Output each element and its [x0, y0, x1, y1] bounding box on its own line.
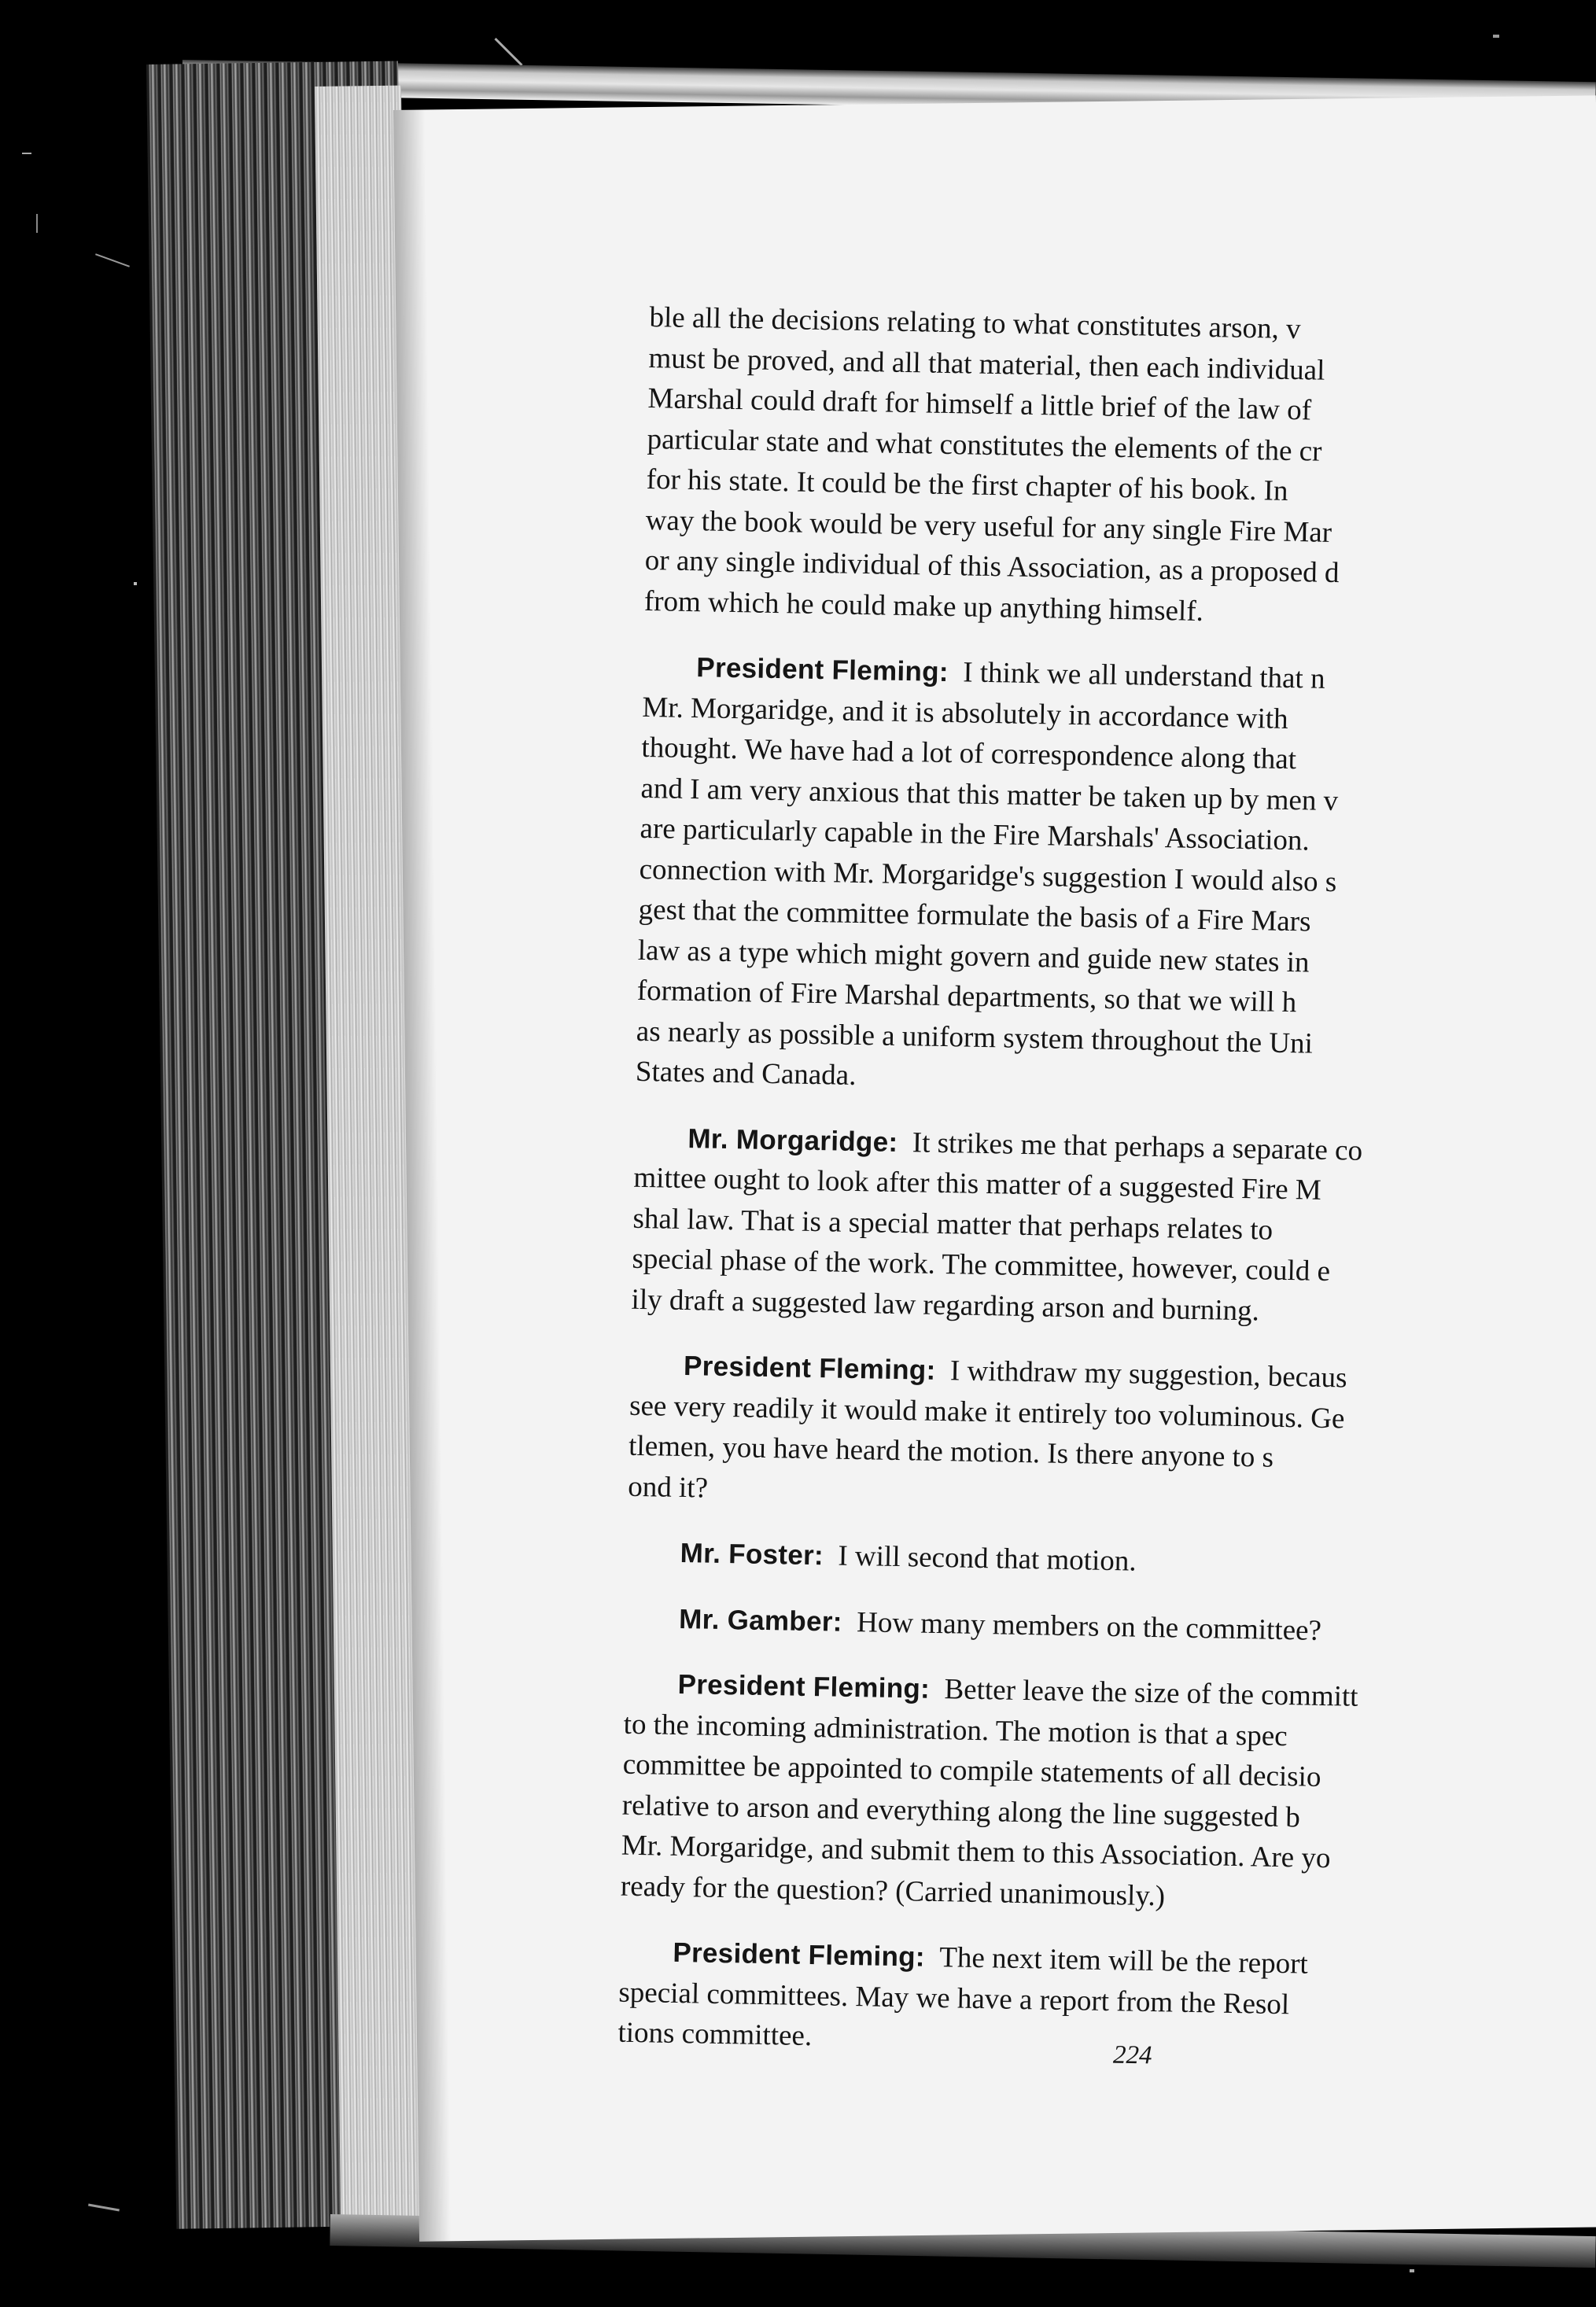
text-line: committee be appointed to compile statements of all decisio: [622, 1748, 1321, 1793]
scan-artifact: [88, 2204, 120, 2212]
speaker-name: President Fleming:: [683, 1351, 936, 1386]
text-line: law as a type which might govern and guide new states in: [637, 934, 1310, 979]
text-line: thought. We have had a lot of correspondence along that: [641, 731, 1297, 776]
speaker-name: Mr. Morgaridge:: [687, 1122, 898, 1158]
text-line: special phase of the work. The committee, however, could e: [632, 1242, 1331, 1288]
text-line: must be proved, and all that material, then each individual: [648, 341, 1325, 387]
text-line: particular state and what constitutes the elements of the cr: [647, 422, 1322, 468]
text-line: ond it?: [627, 1470, 709, 1505]
text-line: for his state. It could be the first chapter of his book. In: [646, 463, 1288, 507]
text-line: as nearly as possible a uniform system throughout the Uni: [636, 1015, 1314, 1060]
paragraph-morgaridge: [631, 1117, 1596, 1338]
speech-text: Better leave the size of the committ: [944, 1673, 1358, 1713]
page-number: 224: [1112, 2040, 1152, 2070]
speaker-name: President Fleming:: [677, 1668, 931, 1704]
text-line: Mr. Morgaridge, and submit them to this Association. Are yo: [621, 1829, 1331, 1875]
text-line: ready for the question? (Carried unanimously.): [620, 1870, 1166, 1912]
scan-artifact: [36, 214, 38, 233]
text-line: are particularly capable in the Fire Marshals' Association.: [640, 812, 1310, 857]
scan-artifact: [1493, 35, 1499, 38]
paragraph-fleming-2: [628, 1345, 1596, 1526]
text-line: mittee ought to look after this matter of a suggested Fire M: [633, 1161, 1322, 1207]
text-line: relative to arson and everything along the line suggested b: [621, 1789, 1301, 1833]
text-line: tions committee.: [617, 2016, 813, 2053]
paragraph-intro: [643, 297, 1596, 640]
speaker-name: President Fleming:: [696, 652, 949, 688]
scan-artifact: [134, 582, 137, 585]
page-text: [617, 297, 1596, 2072]
text-line: shal law. That is a special matter that perhaps relates to: [632, 1202, 1273, 1247]
text-line: way the book would be very useful for any single Fire Mar: [645, 503, 1332, 549]
text-line: tlemen, you have heard the motion. Is there anyone to s: [628, 1429, 1274, 1474]
scan-artifact: [494, 38, 522, 66]
text-line: gest that the committee formulate the basis of a Fire Mars: [638, 893, 1311, 938]
speech-text: How many members on the committee?: [856, 1605, 1322, 1647]
text-line: Marshal could draft for himself a little brief of the law of: [647, 381, 1312, 427]
text-line: connection with Mr. Morgaridge's suggestion I would also s: [639, 853, 1337, 898]
scan-artifact: [1410, 2269, 1414, 2272]
speech-text: I think we all understand that n: [962, 656, 1325, 695]
scan-artifact: [22, 153, 31, 154]
speech-text: It strikes me that perhaps a separate co: [912, 1126, 1363, 1167]
speech-text: I will second that motion.: [838, 1539, 1137, 1578]
text-line: to the incoming administration. The motion is that a spec: [623, 1708, 1288, 1752]
speech-text: I withdraw my suggestion, becaus: [949, 1354, 1347, 1395]
text-line: Mr. Morgaridge, and it is absolutely in accordance with: [642, 691, 1289, 735]
paragraph-fleming-4: [617, 1932, 1596, 2072]
speaker-name: Mr. Gamber:: [678, 1603, 843, 1638]
text-line: States and Canada.: [635, 1055, 857, 1092]
text-line: ble all the decisions relating to what constitutes arson, v: [649, 300, 1301, 346]
scan-artifact: [95, 253, 130, 267]
text-line: see very readily it would make it entirely too voluminous. Ge: [628, 1389, 1345, 1435]
text-line: or any single individual of this Association, as a proposed d: [644, 544, 1340, 590]
speaker-name: President Fleming:: [673, 1937, 926, 1973]
text-line: and I am very anxious that this matter be taken up by men v: [640, 772, 1339, 817]
text-line: formation of Fire Marshal departments, so that we will h: [636, 974, 1297, 1019]
text-line: from which he could make up anything himself.: [643, 584, 1204, 628]
text-line: special committees. May we have a report from the Resol: [618, 1976, 1290, 2021]
text-line: ily draft a suggested law regarding arson and burning.: [631, 1283, 1260, 1327]
speaker-name: Mr. Foster:: [680, 1537, 824, 1572]
paragraph-fleming-3: [621, 1664, 1596, 1926]
paragraph-fleming-1: [635, 647, 1596, 1111]
speech-text: The next item will be the report: [938, 1941, 1309, 1981]
